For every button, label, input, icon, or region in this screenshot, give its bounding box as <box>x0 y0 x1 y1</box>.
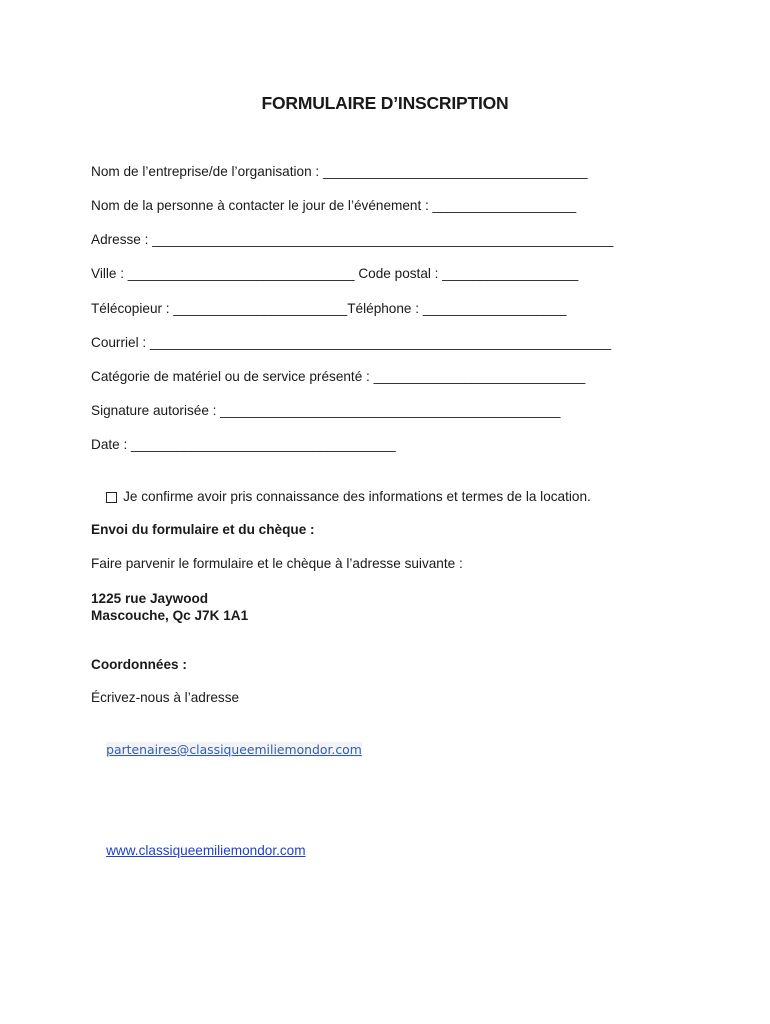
confirm-checkbox[interactable] <box>106 492 117 503</box>
courriel-field[interactable]: Courriel : _____________________________________________________________ <box>91 335 612 350</box>
address-line-1: 1225 rue Jaywood <box>91 591 209 606</box>
organisation-field[interactable]: Nom de l’entreprise/de l’organisation : ___________________________________ <box>91 164 588 179</box>
form-title: FORMULAIRE D’INSCRIPTION <box>261 93 509 113</box>
envoi-text: Faire parvenir le formulaire et le chèque à l’adresse suivante : <box>91 556 463 571</box>
coordonnees-heading: Coordonnées : <box>91 657 187 672</box>
contact-field[interactable]: Nom de la personne à contacter le jour de l’événement : ___________________ <box>91 198 577 213</box>
email-row <box>91 723 362 777</box>
confirm-row <box>91 470 591 524</box>
adresse-field[interactable]: Adresse : _____________________________________________________________ <box>91 232 614 247</box>
website-row <box>91 824 306 878</box>
coordonnees-text: Écrivez-nous à l’adresse <box>91 690 240 705</box>
email-link[interactable]: partenaires@classiqueemiliemondor.com <box>106 742 362 757</box>
website-link[interactable]: www.classiqueemiliemondor.com <box>106 843 306 858</box>
confirm-label: Je confirme avoir pris connaissance des informations et termes de la location. <box>123 489 591 504</box>
telecopieur-telephone-field[interactable]: Télécopieur : _______________________Téléphone : ___________________ <box>91 301 567 316</box>
ville-postal-field[interactable]: Ville : ______________________________ Code postal : __________________ <box>91 266 579 281</box>
signature-field[interactable]: Signature autorisée : _____________________________________________ <box>91 403 561 418</box>
envoi-heading: Envoi du formulaire et du chèque : <box>91 522 315 537</box>
address-line-2: Mascouche, Qc J7K 1A1 <box>91 608 249 623</box>
categorie-field[interactable]: Catégorie de matériel ou de service présenté : ____________________________ <box>91 369 586 384</box>
date-field[interactable]: Date : ___________________________________ <box>91 437 396 452</box>
